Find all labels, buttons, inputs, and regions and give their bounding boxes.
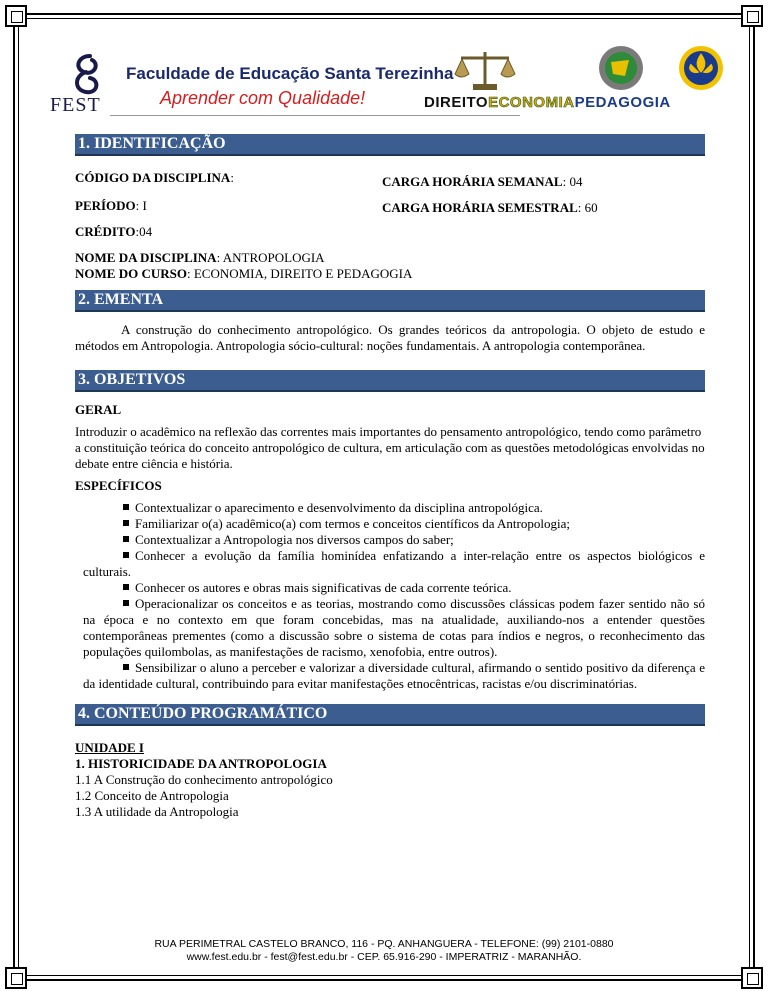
nome-curso: NOME DO CURSO: ECONOMIA, DIREITO E PEDAGOGIA [75,266,413,281]
frame-corner-bottom-left [5,967,27,989]
row-periodo-carga-semestral [75,198,705,216]
course-list [424,94,671,111]
conteudo-item: 1.2 Conceito de Antropologia [75,788,229,803]
scales-of-justice-icon [455,52,515,90]
objetivos-especificos-label: ESPECÍFICOS [75,478,162,493]
footer-address [0,938,768,964]
conteudo-item: 1.1 A Construção do conhecimento antropológico [75,772,333,787]
list-item: Contextualizar a Antropologia nos diversos campos do saber; [83,532,705,548]
frame-corner-top-right [741,5,763,27]
pedagogy-fleur-de-lis-icon [679,46,723,90]
topico-title: 1. HISTORICIDADE DA ANTROPOLOGIA [75,756,327,771]
nome-disciplina: NOME DA DISCIPLINA: ANTROPOLOGIA [75,250,325,265]
objetivos-especificos-list [83,500,705,692]
economy-gear-icon [599,46,643,90]
list-item: Contextualizar o aparecimento e desenvolvimento da disciplina antropológica. [83,500,705,516]
periodo: PERÍODO: I [75,198,147,213]
course-economia: ECONOMIA [488,94,575,111]
conteudo-item: 1.3 A utilidade da Antropologia [75,804,239,819]
ementa-text: A construção do conhecimento antropológico. Os grandes teóricos da antropologia. O objeto de estudo e métodos em Antropologia. Antropologia sócio-cultural: noções fundamentais. A antropologia contemporânea. [75,322,705,353]
credito: CRÉDITO : 04 [75,224,153,239]
course-direito: DIREITO [424,94,489,111]
list-item: Conhecer os autores e obras mais significativas de cada corrente teórica. [83,580,705,596]
letterhead [50,46,730,118]
row-codigo-carga-semanal [75,170,705,190]
section-title-ementa: 2. EMENTA [75,290,705,312]
objetivo-geral-label: GERAL [75,402,122,417]
document-body [75,134,705,820]
list-item: Sensibilizar o aluno a perceber e valorizar a diversidade cultural, afirmando o sentido positivo da diferença e da identidade cultural, contribuindo para evitar manifestações etnocêntricas, racistas e/ou discriminatórias. [83,660,705,691]
section-title-conteudo: 4. CONTEÚDO PROGRAMÁTICO [75,704,705,726]
section-title-identificacao: 1. IDENTIFICAÇÃO [75,134,705,156]
frame-corner-top-left [5,5,27,27]
list-item: Conhecer a evolução da família hominídea enfatizando a inter-relação entre os aspectos biológicos e culturais. [83,548,705,579]
college-name: Faculdade de Educação Santa Terezinha [126,64,454,83]
list-item: Familiarizar o(a) acadêmico(a) com termos e conceitos científicos da Antropologia; [83,516,705,532]
footer-line-2: www.fest.edu.br - fest@fest.edu.br - CEP. 65.916-290 - IMPERATRIZ - MARANHÃO. [186,951,582,963]
slogan: Aprender com Qualidade! [160,88,366,108]
footer-line-1: RUA PERIMETRAL CASTELO BRANCO, 116 - PQ. ANHANGUERA - TELEFONE: (99) 2101-0880 [154,938,614,950]
carga-horaria-semestral: CARGA HORÁRIA SEMESTRAL: 60 [382,200,598,215]
frame-corner-bottom-right [741,967,763,989]
list-item: Operacionalizar os conceitos e as teorias, mostrando como discussões clássicas podem fazer sentido não só na época e no contexto em que foram concebidas, mas na atualidade, auxiliando-nos a entender questões contemporâneas prementes (como a discussão sobre o sistema de cotas para índios e negros, o reconhecimento das populações quilombolas, as manifestações de racismo, xenofobia, entre outros). [83,596,705,659]
section-title-objetivos: 3. OBJETIVOS [75,370,705,392]
carga-horaria-semanal: CARGA HORÁRIA SEMANAL: 04 [382,174,583,189]
objetivo-geral-text: Introduzir o acadêmico na reflexão das correntes mais importantes do pensamento antropológico, tendo como parâmetro a constituição teórica do conceito antropológico de cultura, em articulação com as questões metodológicas envolvidas no debate entre ciência e história. [75,424,705,471]
fest-logo-text: FEST [50,94,101,116]
unidade-label: UNIDADE I [75,740,144,755]
codigo-disciplina: CÓDIGO DA DISCIPLINA: [75,170,234,185]
course-pedagogia: PEDAGOGIA [574,94,671,111]
